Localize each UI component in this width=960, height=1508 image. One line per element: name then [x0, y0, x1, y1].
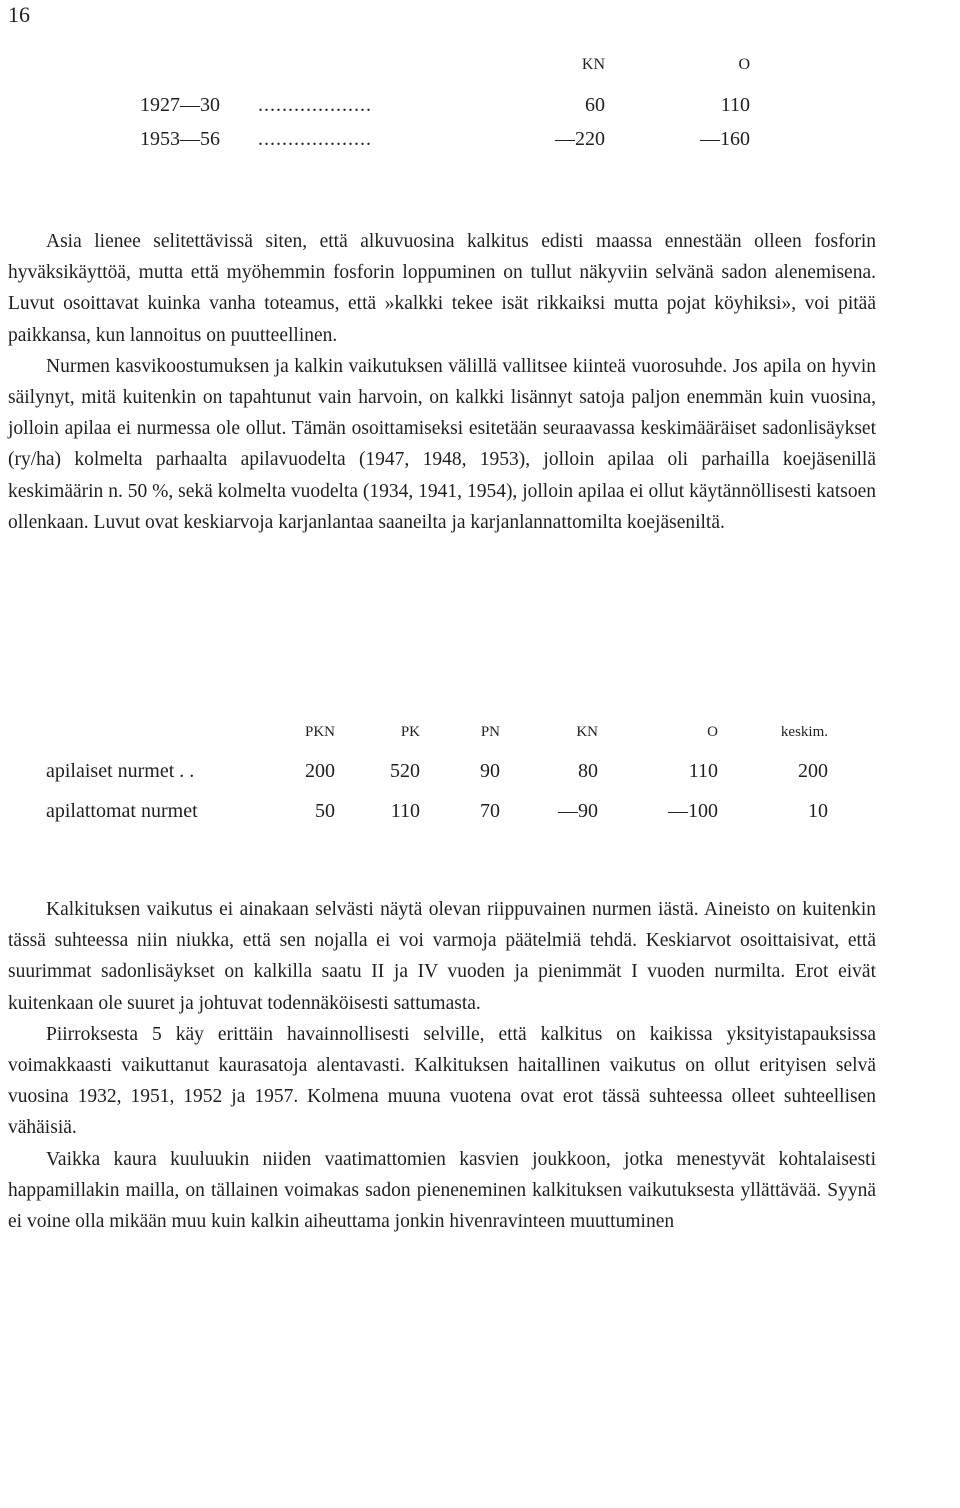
- table-row: [0, 760, 960, 800]
- row-label: 1953—56: [140, 128, 220, 150]
- table-row: [0, 800, 960, 840]
- column-header-pk: PK: [400, 724, 420, 740]
- cell-o: —100: [668, 800, 718, 822]
- cell-kn: 80: [578, 760, 598, 782]
- table-header-row: [0, 724, 960, 760]
- table-kn-o: [0, 56, 960, 162]
- cell-keskim: 10: [808, 800, 828, 822]
- paragraph: Asia lienee selitettävissä siten, että alkuvuosina kalkitus edisti maassa ennestään olleen fosforin hyväksikäyttöä, mutta että myöhemmin fosforin loppuminen on tullut näkyviin selvänä sadon alenemisena. Luvut osoittavat kuinka vanha toteamus, että »kalkki tekee isät rikkaiksi mutta pojat köyhiksi», voi pitää paikkansa, kun lannoitus on puutteellinen.: [8, 231, 876, 346]
- cell-pn: 90: [480, 760, 500, 782]
- cell-kn: 60: [585, 94, 605, 116]
- cell-pk: 520: [390, 760, 420, 782]
- row-label: 1927—30: [140, 94, 220, 116]
- paragraph: Nurmen kasvikoostumuksen ja kalkin vaikutuksen välillä vallitsee kiinteä vuorosuhde. Jos apila on hyvin säilynyt, mitä kuitenkin on tapahtunut vain harvoin, on kalkki lisännyt satoja paljon enemmän kuin vuosina, jolloin apilaa ei nurmessa ole ollut. Tämän osoittamiseksi esitetään seuraavassa keskimääräiset sadonlisäykset (ry/ha) kolmelta parhaalta apilavuodelta (1947, 1948, 1953), jolloin apilaa oli parhailla koejäsenillä keskimäärin n. 50 %, sekä kolmelta vuodelta (1934, 1941, 1954), jolloin apilaa ei ollut käytännöllisesti katsoen ollenkaan. Luvut ovat keskiarvoja karjanlantaa saaneilta ja karjanlannattomilta koejäseniltä.: [8, 355, 876, 533]
- column-header-o: O: [707, 724, 718, 740]
- page-number: 16: [8, 2, 30, 27]
- body-text-lower: [8, 894, 876, 1237]
- cell-kn: —90: [558, 800, 598, 822]
- cell-pn: 70: [480, 800, 500, 822]
- row-label: apilattomat nurmet: [46, 800, 198, 822]
- paragraph: Piirroksesta 5 käy erittäin havainnollisesti selville, että kalkitus on kaikissa yksityistapauksissa voimakkaasti vaikuttanut kaurasatoja alentavasti. Kalkituksen haitallinen vaikutus on ollut erityisen selvä vuosina 1932, 1951, 1952 ja 1957. Kolmena muuna vuotena ovat erot tässä suhteessa olleet suhteellisen vähäisiä.: [8, 1023, 876, 1139]
- table-header-row: [0, 56, 960, 94]
- cell-pkn: 50: [315, 800, 335, 822]
- table-clover-meadows: [0, 724, 960, 840]
- dot-leader: ...................: [258, 128, 372, 150]
- cell-pk: 110: [390, 800, 420, 822]
- dot-leader: ...................: [258, 94, 372, 116]
- column-header-pkn: PKN: [304, 724, 335, 740]
- column-header-kn: KN: [576, 724, 598, 740]
- column-header-keskim: keskim.: [780, 724, 828, 740]
- body-text-upper: [8, 226, 876, 538]
- table-row: [0, 94, 960, 128]
- row-label: apilaiset nurmet . .: [46, 760, 195, 782]
- column-header-pn: PN: [480, 724, 500, 740]
- column-header-o: O: [738, 56, 750, 73]
- cell-o: 110: [688, 760, 718, 782]
- column-header-kn: KN: [581, 56, 605, 73]
- table-row: [0, 128, 960, 162]
- cell-kn: —220: [555, 128, 605, 150]
- cell-pkn: 200: [305, 760, 335, 782]
- paragraph: Kalkituksen vaikutus ei ainakaan selvästi näytä olevan riippuvainen nurmen iästä. Aineisto on kuitenkin tässä suhteessa niin niukka, että sen nojalla ei voi varmoja päätelmiä tehdä. Keskiarvot osoittaisivat, että suurimmat sadonlisäykset on kalkilla saatu II ja IV vuoden ja pienimmät I vuoden nurmilta. Erot eivät kuitenkaan ole suuret ja johtuvat todennäköisesti sattumasta.: [8, 899, 876, 1014]
- cell-keskim: 200: [798, 760, 828, 782]
- cell-o: —160: [700, 128, 750, 150]
- paragraph: Vaikka kaura kuuluukin niiden vaatimattomien kasvien joukkoon, jotka menestyvät kohtalaisesti happamillakin mailla, on tällainen voimakas sadon pieneneminen kalkituksen vaikutuksesta yllättävää. Syynä ei voine olla mikään muu kuin kalkin aiheuttama jonkin hivenravinteen muuttuminen: [8, 1148, 876, 1233]
- cell-o: 110: [720, 94, 750, 116]
